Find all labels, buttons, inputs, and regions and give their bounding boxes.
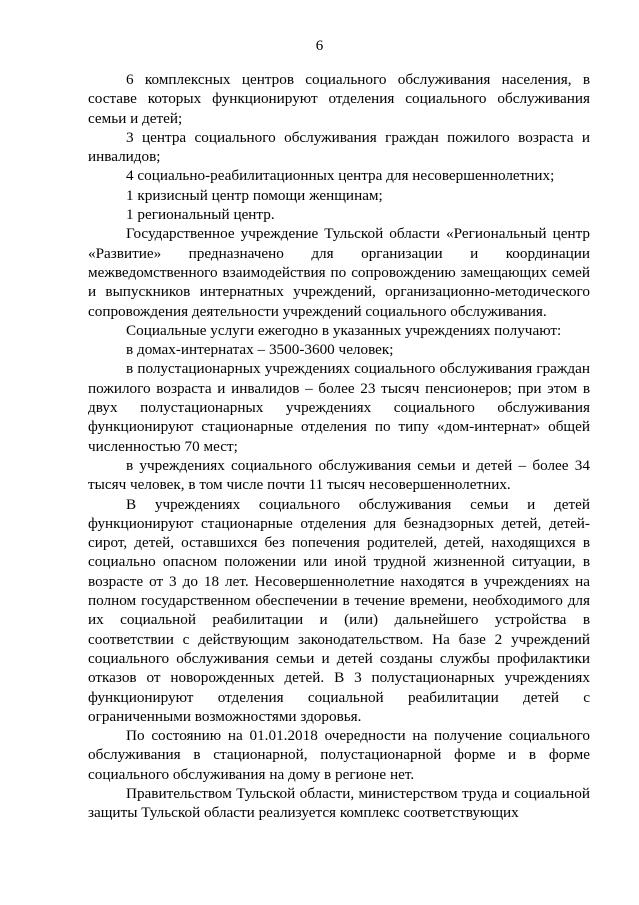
document-body bbox=[88, 70, 590, 823]
paragraph-elderly-centers: 3 центра социального обслуживания граждан пожилого возраста и инвалидов; bbox=[88, 128, 590, 166]
paragraph-rehab-centers: 4 социально-реабилитационных центра для несовершеннолетних; bbox=[126, 167, 555, 185]
paragraph-boarding-homes: в домах-интернатах – 3500-3600 человек; bbox=[126, 341, 394, 359]
paragraph-crisis-center: 1 кризисный центр помощи женщинам; bbox=[126, 186, 383, 204]
paragraph-family-children: в учреждениях социального обслуживания семьи и детей – более 34 тысяч человек, в том числе почти 11 тысяч несовершеннолетних. bbox=[88, 456, 590, 494]
paragraph-services-intro: Социальные услуги ежегодно в указанных учреждениях получают: bbox=[126, 321, 562, 339]
paragraph-government: Правительством Тульской области, министерством труда и социальной защиты Тульской области реализуется комплекс соответствующих bbox=[88, 784, 590, 822]
paragraph-complex-centers: 6 комплексных центров социального обслуживания населения, в составе которых функционируют отделения социального обслуживания семьи и детей; bbox=[88, 71, 590, 127]
paragraph-regional-center: 1 региональный центр. bbox=[126, 206, 275, 224]
paragraph-stationary-departments: В учреждениях социального обслуживания семьи и детей функционируют стационарные отделения для безнадзорных детей, детей-сирот, детей, оставшихся без попечения родителей, детей, находящихся в социально опасном положении или иной трудной жизненной ситуации, в возрасте от 3 до 18 лет. Несовершеннолетние находятся в учреждениях на полном государственном обеспечении в течение времени, необходимого для их социальной реабилитации и (или) дальнейшего устройства в соответствии с действующим законодательством. На базе 2 учреждений социального обслуживания семьи и детей созданы службы профилактики отказов от новорожденных детей. В 3 полустационарных учреждениях функционируют отделения социальной реабилитации детей с ограниченными возможностями здоровья. bbox=[88, 495, 590, 725]
page-number: 6 bbox=[315, 38, 324, 54]
paragraph-queue-status: По состоянию на 01.01.2018 очередности на получение социального обслуживания в стационарной, полустационарной форме и в форме социального обслуживания на дому в регионе нет. bbox=[88, 727, 590, 783]
paragraph-razvitie: Государственное учреждение Тульской области «Региональный центр «Развитие» предназначено для организации и координации межведомственного взаимодействия по сопровождению замещающих семей и выпускников интернатных учреждений, организационно-методического сопровождения деятельности учреждений социального обслуживания. bbox=[88, 225, 590, 320]
paragraph-semi-stationary: в полустационарных учреждениях социального обслуживания граждан пожилого возраста и инвалидов – более 23 тысяч пенсионеров; при этом в двух полустационарных учреждениях социального обслуживания функционируют стационарные отделения по типу «дом-интернат» общей численностью 70 мест; bbox=[88, 360, 590, 455]
